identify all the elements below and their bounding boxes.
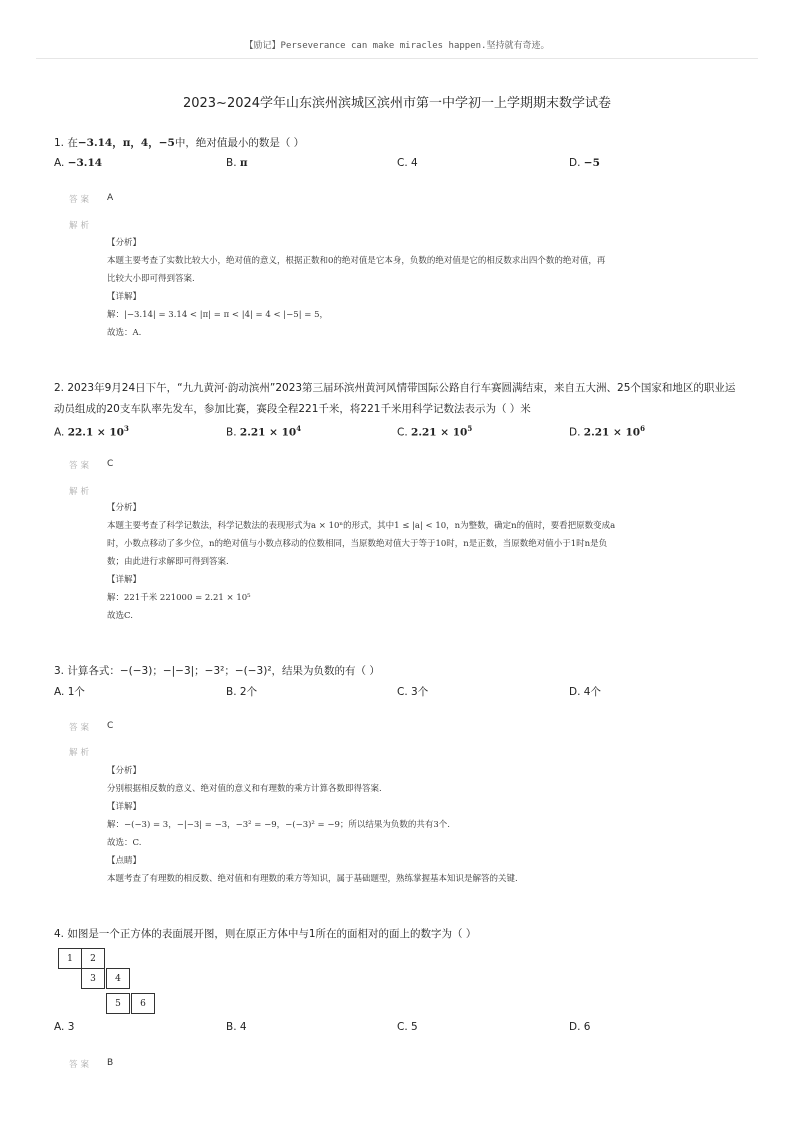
option-a[interactable]: A. 1个 — [54, 686, 85, 698]
net-cell-2: 2 — [81, 948, 105, 969]
option-b[interactable]: B. π — [226, 157, 248, 169]
answer-value: C — [107, 721, 114, 731]
q1-stem-post: 中，绝对值最小的数是（ ） — [174, 137, 305, 149]
option-c[interactable]: C. 4 — [397, 157, 418, 169]
question-3-options — [54, 684, 754, 700]
option-d[interactable]: D. $2.21 \times 10^6$ — [569, 424, 645, 439]
solution-line: 时，小数点移动了多少位，n的绝对值与小数点移动的位数相同，当原数绝对值大于等于10时，n是正数，当原数绝对值小于1时n是负 — [107, 539, 608, 549]
solution-line: 本题主要考查了实数比较大小，绝对值的意义，根据正数和0的绝对值是它本身，负数的绝对值是它的相反数求出四个数的绝对值，再 — [107, 256, 606, 266]
net-cell-1: 1 — [58, 948, 82, 969]
header-note: 【励记】Perseverance can make miracles happen.坚持就有奇迹。 — [244, 41, 550, 51]
option-c[interactable]: C. 3个 — [397, 686, 429, 698]
answer-value: C — [107, 459, 114, 469]
solution-line: 比较大小即可得到答案. — [107, 274, 195, 284]
net-cell-4: 4 — [106, 968, 130, 989]
solution-line: 故选C. — [107, 611, 133, 621]
net-cell-3: 3 — [81, 968, 105, 989]
answer-value: A — [107, 193, 114, 203]
question-4-stem: 4. 如图是一个正方体的表面展开图，则在原正方体中与1所在的面相对的面上的数字为（ ） — [54, 928, 477, 940]
option-c[interactable]: C. 5 — [397, 1021, 418, 1033]
solution-line: 本题考查了有理数的相反数、绝对值和有理数的乘方等知识，属于基础题型，熟练掌握基本知识是解答的关键. — [107, 874, 518, 884]
option-a[interactable]: A. 3 — [54, 1021, 75, 1033]
answer-label: 答案 — [69, 1060, 93, 1070]
solution-line: 分别根据相反数的意义、绝对值的意义和有理数的乘方计算各数即得答案. — [107, 784, 382, 794]
option-b[interactable]: B. $2.21 \times 10^4$ — [226, 424, 302, 439]
solution-line: 【分析】 — [107, 503, 142, 513]
solution-line: 解：|−3.14| = 3.14 < |π| = π < |4| = 4 < |−5| = 5， — [107, 310, 328, 320]
solution-line: 【分析】 — [107, 238, 142, 248]
solution-line: 【详解】 — [107, 292, 142, 302]
document-title: 2023~2024学年山东滨州滨城区滨州市第一中学初一上学期期末数学试卷 — [182, 96, 612, 111]
option-d[interactable]: D. −5 — [569, 157, 600, 169]
option-d[interactable]: D. 4个 — [569, 686, 601, 698]
option-b[interactable]: B. 4 — [226, 1021, 247, 1033]
option-d[interactable]: D. 6 — [569, 1021, 591, 1033]
net-cell-5: 5 — [106, 993, 130, 1014]
header-divider — [36, 58, 758, 59]
question-2-stem-line2: 动员组成的20支车队率先发车，参加比赛，赛段全程221千米，将221千米用科学记数法表示为（ ）米 — [54, 403, 531, 415]
solution-line: 【详解】 — [107, 575, 142, 585]
question-3-stem: 3. 计算各式：−(−3)；−|−3|；−3²；−(−3)²，结果为负数的有（ ） — [54, 665, 380, 677]
answer-label: 答案 — [69, 195, 93, 205]
q1-stem-math: −3.14，π，4，−5 — [77, 137, 175, 149]
analysis-label: 解析 — [69, 487, 93, 497]
solution-line: 【点睛】 — [107, 856, 142, 866]
solution-line: 数；由此进行求解即可得到答案. — [107, 557, 229, 567]
option-a[interactable]: A. −3.14 — [54, 157, 103, 169]
solution-line: 故选：C. — [107, 838, 142, 848]
solution-line: 本题主要考查了科学记数法，科学记数法的表现形式为a × 10ⁿ的形式，其中1 ≤ |a| < 10，n为整数，确定n的值时，要看把原数变成a — [107, 521, 616, 531]
solution-line: 【详解】 — [107, 802, 142, 812]
option-c[interactable]: C. $2.21 \times 10^5$ — [397, 424, 473, 439]
question-1-options — [54, 157, 754, 173]
q1-stem-pre: 1. 在 — [54, 137, 78, 149]
answer-value: B — [107, 1058, 114, 1068]
net-cell-6: 6 — [131, 993, 155, 1014]
question-2-options — [54, 424, 754, 440]
answer-label: 答案 — [69, 461, 93, 471]
solution-line: 解：−(−3) = 3，−|−3| = −3，−3² = −9，−(−3)² = −9；所以结果为负数的共有3个. — [107, 820, 451, 830]
question-1-stem — [54, 133, 754, 153]
solution-line: 【分析】 — [107, 766, 142, 776]
solution-line: 故选：A. — [107, 328, 142, 338]
option-a[interactable]: A. $22.1 \times 10^3$ — [54, 424, 129, 439]
analysis-label: 解析 — [69, 221, 93, 231]
question-2-stem-line1: 2. 2023年9月24日下午，“九九黄河·韵动滨州”2023第三届环滨州黄河风情带国际公路自行车赛圆满结束，来自五大洲、25个国家和地区的职业运 — [54, 382, 736, 394]
answer-label: 答案 — [69, 723, 93, 733]
solution-line: 解：221千米 221000 = 2.21 × 10⁵ — [107, 593, 251, 603]
question-4-options — [54, 1021, 754, 1037]
option-b[interactable]: B. 2个 — [226, 686, 258, 698]
analysis-label: 解析 — [69, 748, 93, 758]
